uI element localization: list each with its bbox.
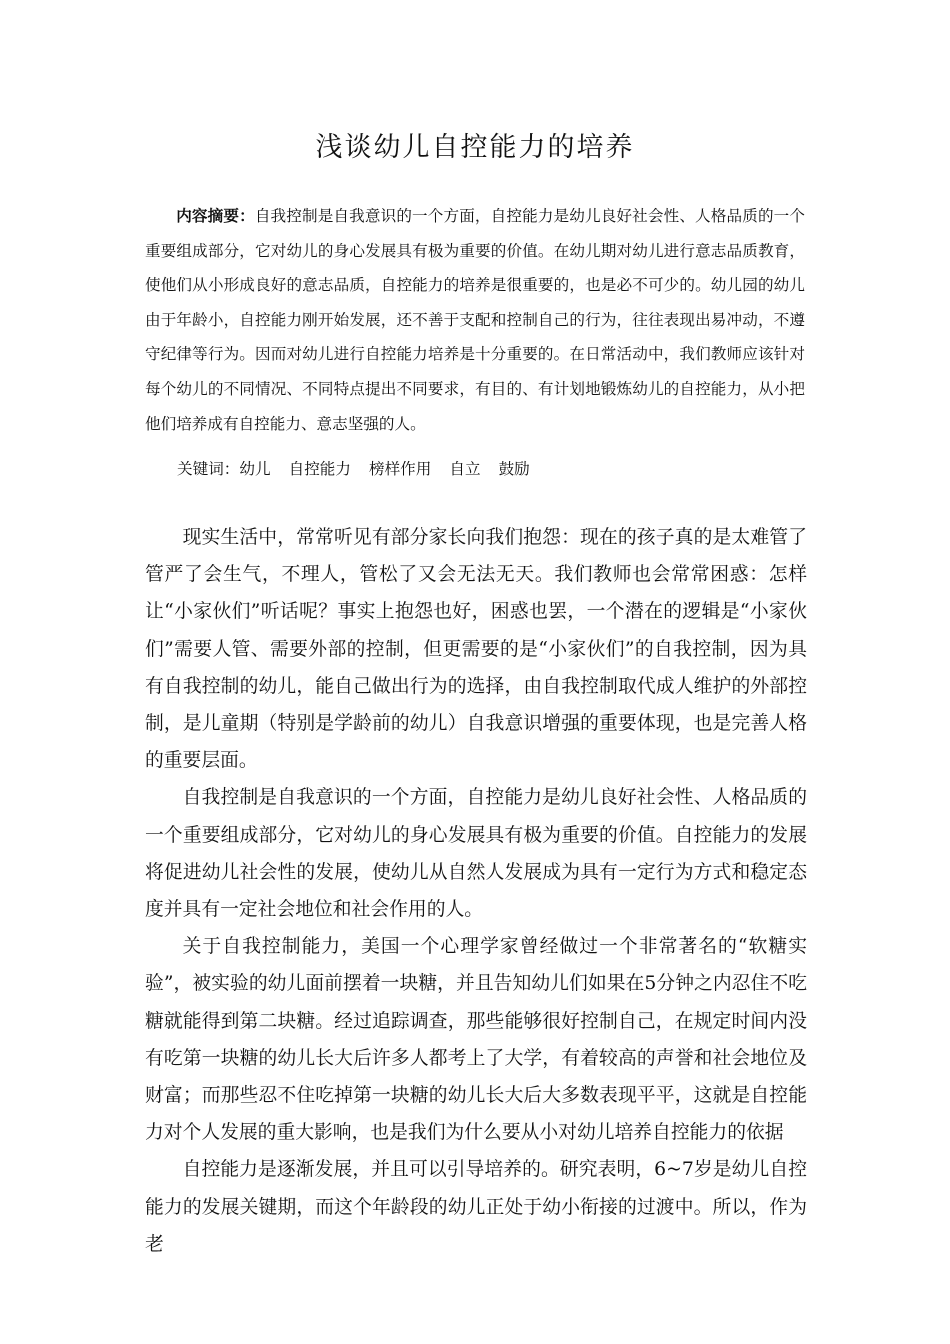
document-title: 浅谈幼儿自控能力的培养 xyxy=(315,132,635,163)
body-paragraph: 自我控制是自我意识的一个方面，自控能力是幼儿良好社会性、人格品质的一个重要组成部分，它对幼儿的身心发展具有极为重要的价值。自控能力的发展将促进幼儿社会性的发展，使幼儿从自然人发展成为具有一定行为方式和稳定态度并具有一定社会地位和社会作用的人。 xyxy=(145,787,807,921)
abstract xyxy=(145,199,805,441)
document-body xyxy=(145,519,807,1263)
keywords-label: 关键词： xyxy=(177,460,240,478)
abstract-text: 自我控制是自我意识的一个方面，自控能力是幼儿良好社会性、人格品质的一个重要组成部分，它对幼儿的身心发展具有极为重要的价值。在幼儿期对幼儿进行意志品质教育，使他们从小形成良好的意志品质，自控能力的培养是很重要的，也是必不可少的。幼儿园的幼儿由于年龄小，自控能力刚开始发展，还不善于支配和控制自己的行为，往往表现出易冲动，不遵守纪律等行为。因而对幼儿进行自控能力培养是十分重要的。在日常活动中，我们教师应该针对每个幼儿的不同情况、不同特点提出不同要求，有目的、有计划地锻炼幼儿的自控能力，从小把他们培养成有自控能力、意志坚强的人。 xyxy=(145,207,805,433)
keywords-line xyxy=(177,455,817,483)
keyword: 榜样作用 xyxy=(368,460,432,478)
body-paragraph: 现实生活中，常常听见有部分家长向我们抱怨：现在的孩子真的是太难管了管严了会生气，不理人，管松了又会无法无天。我们教师也会常常困惑：怎样让“小家伙们”听话呢？事实上抱怨也好，困惑也罢，一个潜在的逻辑是“小家伙们”需要人管、需要外部的控制，但更需要的是“小家伙们”的自我控制，因为具有自我控制的幼儿，能自己做出行为的选择，由自我控制取代成人维护的外部控制，是儿童期（特别是学龄前的幼儿）自我意识增强的重要体现，也是完善人格的重要层面。 xyxy=(145,527,807,772)
body-paragraph: 自控能力是逐渐发展，并且可以引导培养的。研究表明，6~7岁是幼儿自控能力的发展关键期，而这个年龄段的幼儿正处于幼小衔接的过渡中。所以，作为老 xyxy=(145,1159,807,1255)
abstract-label: 内容摘要： xyxy=(176,207,255,225)
keyword: 自立 xyxy=(449,460,481,478)
keyword: 自控能力 xyxy=(288,460,351,478)
body-paragraph: 关于自我控制能力，美国一个心理学家曾经做过一个非常著名的“软糖实验”，被实验的幼儿面前摆着一块糖，并且告知幼儿们如果在5分钟之内忍住不吃糖就能得到第二块糖。经过追踪调查，那些能够很好控制自己，在规定时间内没有吃第一块糖的幼儿长大后许多人都考上了大学，有着较高的声誉和社会地位及财富；而那些忍不住吃掉第一块糖的幼儿长大后大多数表现平平，这就是自控能力对个人发展的重大影响，也是我们为什么要从小对幼儿培养自控能力的依据 xyxy=(145,936,807,1144)
keyword: 幼儿 xyxy=(239,460,271,478)
keyword: 鼓励 xyxy=(498,460,530,478)
